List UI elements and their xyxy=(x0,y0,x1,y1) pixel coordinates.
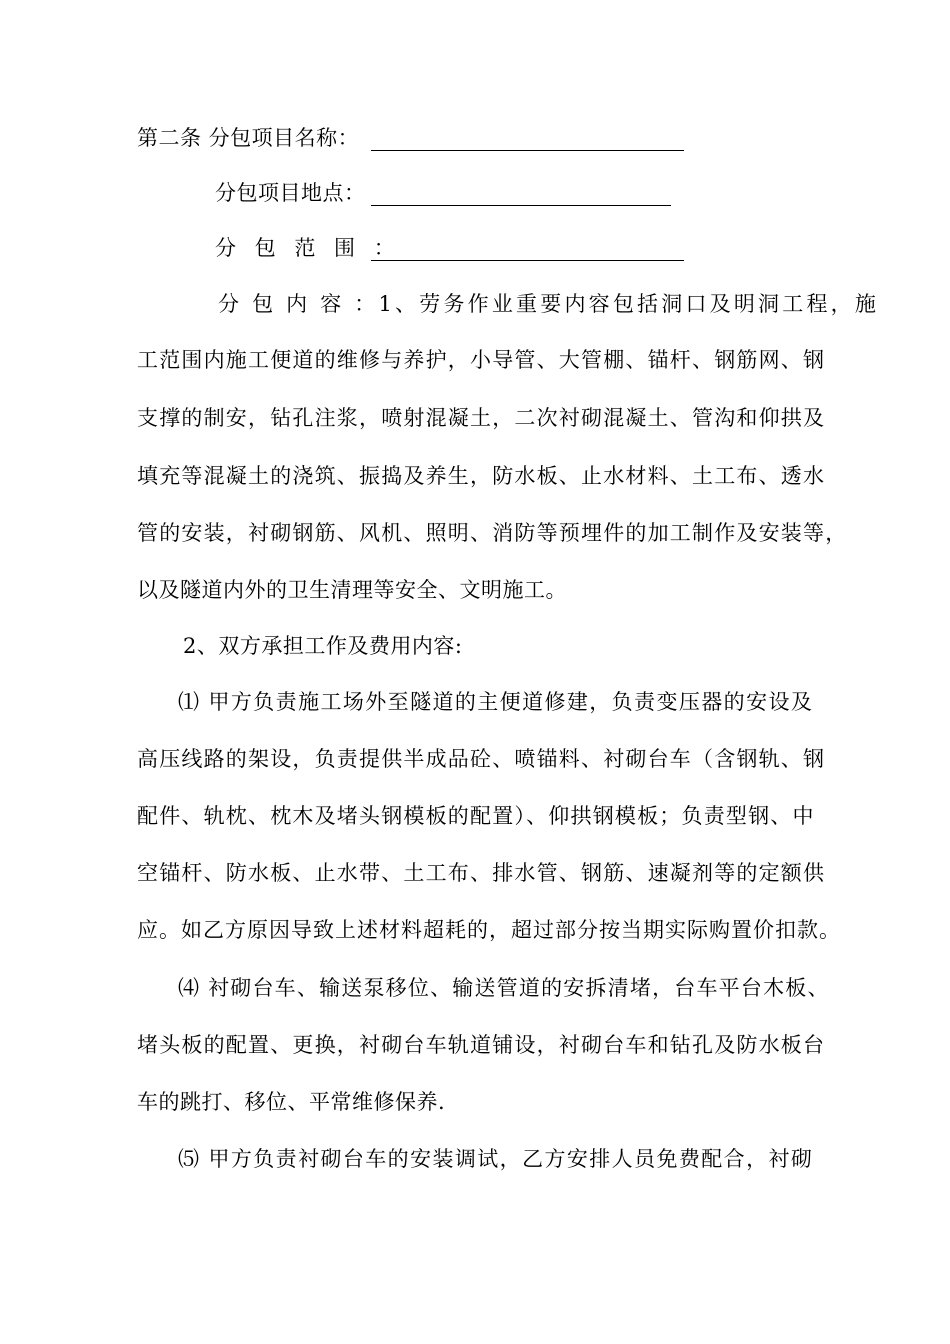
item-4-line-3: 车的跳打、移位、平常维修保养. xyxy=(137,1090,446,1114)
item-4-line-2: 堵头板的配置、更换，衬砌台车轨道铺设，衬砌台车和钻孔及防水板台 xyxy=(137,1033,826,1057)
project-scope-label: 分 包 范 围 ： xyxy=(215,236,401,260)
content-line-1: 分 包 内 容 ：1、劳务作业重要内容包括洞口及明洞工程，施 xyxy=(218,292,880,316)
item-1-line-4: 空锚杆、防水板、止水带、土工布、排水管、钢筋、速凝剂等的定额供 xyxy=(137,861,826,885)
project-location-blank xyxy=(371,205,671,206)
project-scope-blank xyxy=(371,260,684,261)
content-line-4: 填充等混凝土的浇筑、振捣及养生，防水板、止水材料、土工布、透水 xyxy=(137,464,826,488)
item-5-line-1: ⑸ 甲方负责衬砌台车的安装调试，乙方安排人员免费配合，衬砌 xyxy=(178,1147,814,1171)
content-line-5: 管的安装，衬砌钢筋、风机、照明、消防等预埋件的加工制作及安装等， xyxy=(137,521,848,545)
project-name-blank xyxy=(371,150,684,151)
item-4-line-1: ⑷ 衬砌台车、输送泵移位、输送管道的安拆清堵，台车平台木板、 xyxy=(178,976,830,1000)
item-1-line-1: ⑴ 甲方负责施工场外至隧道的主便道修建，负责变压器的安设及 xyxy=(178,690,814,714)
content-line-6: 以及隧道内外的卫生清理等安全、文明施工。 xyxy=(137,578,567,602)
section-2-heading: 2、双方承担工作及费用内容: xyxy=(183,634,463,658)
project-location-label: 分包项目地点： xyxy=(215,181,366,205)
item-1-line-2: 高压线路的架设，负责提供半成品砼、喷锚料、衬砌台车（含钢轨、钢 xyxy=(137,747,826,771)
project-name-label: 第二条 分包项目名称： xyxy=(137,126,360,150)
item-1-line-5: 应。如乙方原因导致上述材料超耗的，超过部分按当期实际购置价扣款。 xyxy=(137,918,841,942)
item-1-line-3: 配件、轨枕、枕木及堵头钢模板的配置）、仰拱钢模板；负责型钢、中 xyxy=(137,804,815,828)
content-line-3: 支撑的制安，钻孔注浆，喷射混凝土，二次衬砌混凝土、管沟和仰拱及 xyxy=(137,406,826,430)
content-line-2: 工范围内施工便道的维修与养护，小导管、大管棚、锚杆、钢筋网、钢 xyxy=(137,348,826,372)
